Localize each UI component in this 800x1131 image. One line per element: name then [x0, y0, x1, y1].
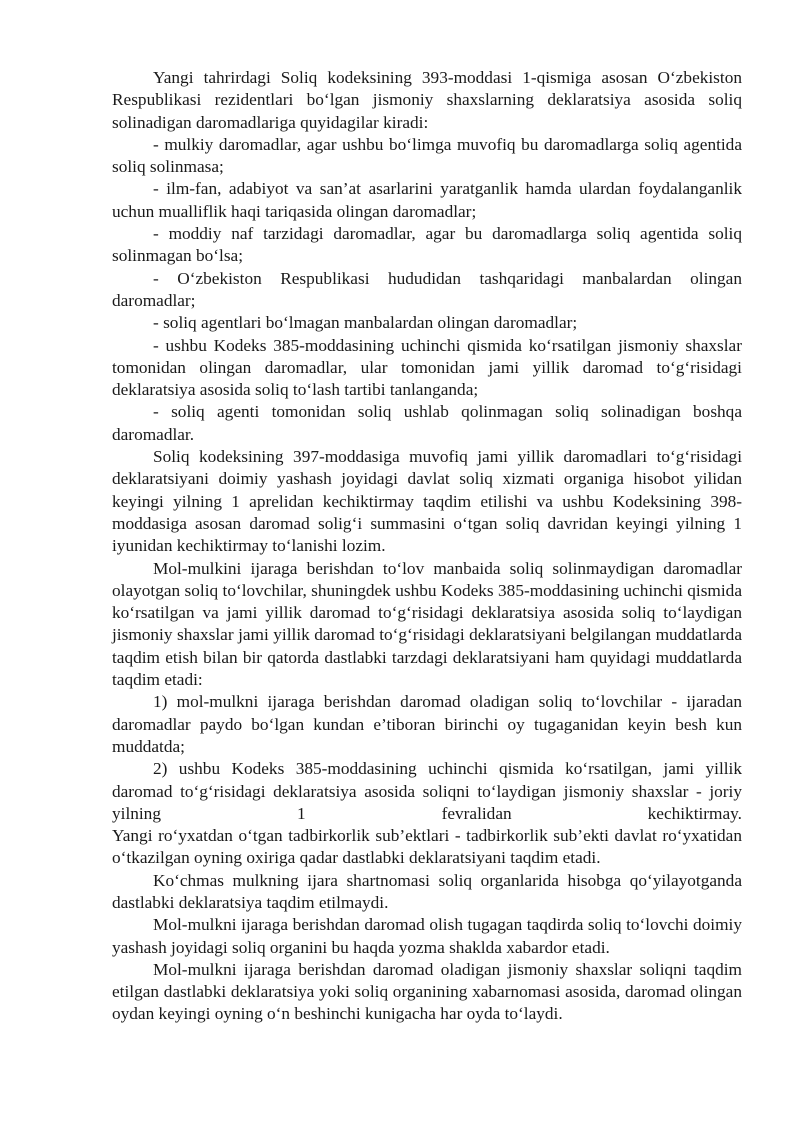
document-body	[112, 67, 742, 1026]
list-item-royalties: - ilm-fan, adabiyot va san’at asarlarini yaratganlik hamda ulardan foydalanganlik uchun mualliflik haqi tariqasida olingan daromadlar;	[112, 179, 742, 221]
paragraph-new-entities: Yangi ro‘yxatdan o‘tgan tadbirkorlik sub’ektlari - tadbirkorlik sub’ekti davlat ro‘yxatidan o‘tkazilgan oyning oxiriga qadar dastlabki deklaratsiyani taqdim etadi.	[112, 826, 742, 868]
list-item-property-income: - mulkiy daromadlar, agar ushbu bo‘limga muvofiq bu daromadlarga soliq agentida soliq solinmasa;	[112, 134, 742, 177]
list-item-article-385: - ushbu Kodeks 385-moddasining uchinchi qismida ko‘rsatilgan jismoniy shaxslar tomonidan olingan daromadlar, ular tomonidan jami yillik daromad to‘g‘risidagi deklaratsiya asosida soliq to‘lash tartibi tanlanganda;	[112, 335, 742, 400]
paragraph-real-estate-lease: Ko‘chmas mulkning ijara shartnomasi soliq organlarida hisobga qo‘yilayotganda dastlabki deklaratsiya taqdim etilmaydi.	[112, 870, 742, 912]
numbered-item-2: 2) ushbu Kodeks 385-moddasining uchinchi qismida ko‘rsatilgan, jami yillik daromad to‘g‘risidagi deklaratsiya asosida soliqni to‘laydigan jismoniy shaxslar - joriy yilning 1 fevralidan kechiktirmay.	[112, 759, 742, 823]
paragraph-intro: Yangi tahrirdagi Soliq kodeksining 393-moddasi 1-qismiga asosan O‘zbekiston Respublikasi rezidentlari bo‘lgan jismoniy shaxslarning deklaratsiya asosida soliq solinadigan daromadlariga quyidagilar kiradi:	[112, 68, 742, 132]
list-item-non-agent-income: - soliq agentlari bo‘lmagan manbalardan olingan daromadlar;	[153, 313, 578, 333]
list-item-foreign-income: - O‘zbekiston Respublikasi hududidan tashqaridagi manbalardan olingan daromadlar;	[112, 268, 742, 310]
paragraph-rental-declaration: Mol-mulkini ijaraga berishdan to‘lov manbaida soliq solinmaydigan daromadlar olayotgan soliq to‘lovchilar, shuningdek ushbu Kodeks 385-moddasining uchinchi qismida ko‘rsatilgan va jami yillik daromad to‘g‘risidagi deklaratsiya asosida soliq to‘laydigan jismoniy shaxslar jami yillik daromad to‘g‘risidagi deklaratsiyani belgilangan muddatlarda taqdim etish bilan bir qatorda dastlabki tarzdagi deklaratsiyani ham quyidagi muddatlarda taqdim etadi:	[112, 558, 742, 690]
list-item-other-income: - soliq agenti tomonidan soliq ushlab qolinmagan soliq solinadigan boshqa daromadlar.	[112, 402, 742, 444]
paragraph-lease-termination: Mol-mulkni ijaraga berishdan daromad olish tugagan taqdirda soliq to‘lovchi doimiy yashash joyidagi soliq organini bu haqda yozma shaklda xabardor etadi.	[112, 915, 742, 957]
list-item-material-benefit: - moddiy naf tarzidagi daromadlar, agar bu daromadlarga soliq agentida soliq solinmagan bo‘lsa;	[112, 224, 742, 266]
numbered-item-1: 1) mol-mulkni ijaraga berishdan daromad oladigan soliq to‘lovchilar - ijaradan daromadlar paydo bo‘lgan kundan e’tiboran birinchi oy tugaganidan keyin besh kun muddatda;	[112, 692, 742, 756]
paragraph-monthly-payment: Mol-mulkni ijaraga berishdan daromad oladigan jismoniy shaxslar soliqni taqdim etilgan dastlabki deklaratsiya yoki soliq organining xabarnomasi asosida, daromad olingan oydan keyingi oyning o‘n beshinchi kunigacha har oyda to‘laydi.	[112, 959, 742, 1024]
paragraph-article-397: Soliq kodeksining 397-moddasiga muvofiq jami yillik daromadlari to‘g‘risidagi deklaratsiyani doimiy yashash joyidagi davlat soliq xizmati organiga hisobot yilidan keyingi yilning 1 aprelidan kechiktirmay taqdim etilishi va ushbu Kodeksining 398-moddasiga asosan daromad solig‘i summasini o‘tgan soliq davridan keyingi yilning 1 iyunidan kechiktirmay to‘lanishi lozim.	[112, 447, 742, 556]
